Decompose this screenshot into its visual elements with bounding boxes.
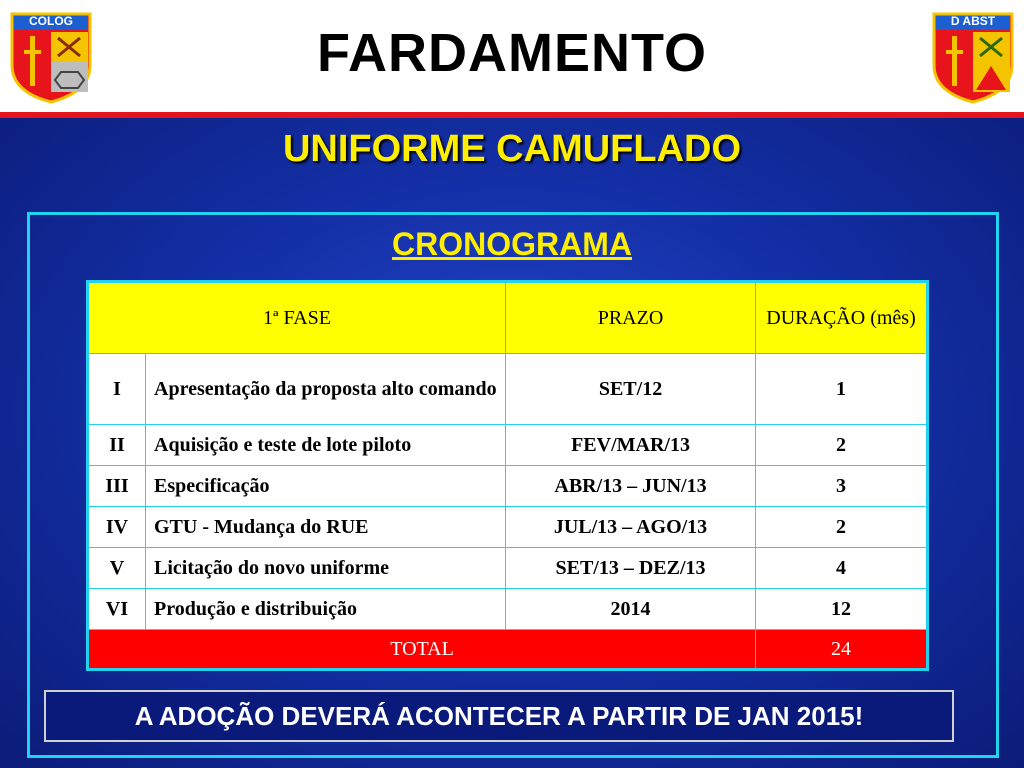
phase-duration: 2: [756, 425, 928, 466]
phase-description: Especificação: [146, 466, 506, 507]
table-row: [88, 589, 928, 630]
table-row: [88, 548, 928, 589]
header-deadline: PRAZO: [506, 282, 756, 354]
table-row: [88, 425, 928, 466]
page-title: FARDAMENTO: [316, 23, 707, 83]
phase-deadline: ABR/13 – JUN/13: [506, 466, 756, 507]
phase-number: I: [88, 354, 146, 425]
phase-deadline: SET/12: [506, 354, 756, 425]
total-value: 24: [756, 630, 928, 670]
table-row: [88, 507, 928, 548]
phase-description: Produção e distribuição: [146, 589, 506, 630]
table-header-row: [88, 282, 928, 354]
header-phase: 1ª FASE: [88, 282, 506, 354]
section-title: [0, 226, 1024, 263]
phase-description: GTU - Mudança do RUE: [146, 507, 506, 548]
phase-duration: 4: [756, 548, 928, 589]
phase-duration: 12: [756, 589, 928, 630]
phase-number: III: [88, 466, 146, 507]
d-abst-label: D ABST: [950, 14, 996, 28]
phase-deadline: JUL/13 – AGO/13: [506, 507, 756, 548]
total-label: TOTAL: [88, 630, 756, 670]
phase-number: V: [88, 548, 146, 589]
phase-number: VI: [88, 589, 146, 630]
phase-number: II: [88, 425, 146, 466]
phase-deadline: 2014: [506, 589, 756, 630]
phase-deadline: SET/13 – DEZ/13: [506, 548, 756, 589]
schedule-table: [86, 280, 929, 671]
table-row: [88, 354, 928, 425]
phase-deadline: FEV/MAR/13: [506, 425, 756, 466]
slide-subtitle: UNIFORME CAMUFLADO: [282, 128, 742, 170]
phase-description: Aquisição e teste de lote piloto: [146, 425, 506, 466]
phase-duration: 3: [756, 466, 928, 507]
phase-duration: 1: [756, 354, 928, 425]
phase-description: Licitação do novo uniforme: [146, 548, 506, 589]
colog-label: COLOG: [29, 14, 73, 28]
table-row: [88, 466, 928, 507]
adoption-note: A ADOÇÃO DEVERÁ ACONTECER A PARTIR DE JAN 2015!: [44, 690, 954, 742]
phase-duration: 2: [756, 507, 928, 548]
phase-number: IV: [88, 507, 146, 548]
phase-description: Apresentação da proposta alto comando: [146, 354, 506, 425]
section-title-text: CRONOGRAMA: [392, 226, 632, 262]
header-duration: DURAÇÃO (mês): [756, 282, 928, 354]
table-total-row: [88, 630, 928, 670]
